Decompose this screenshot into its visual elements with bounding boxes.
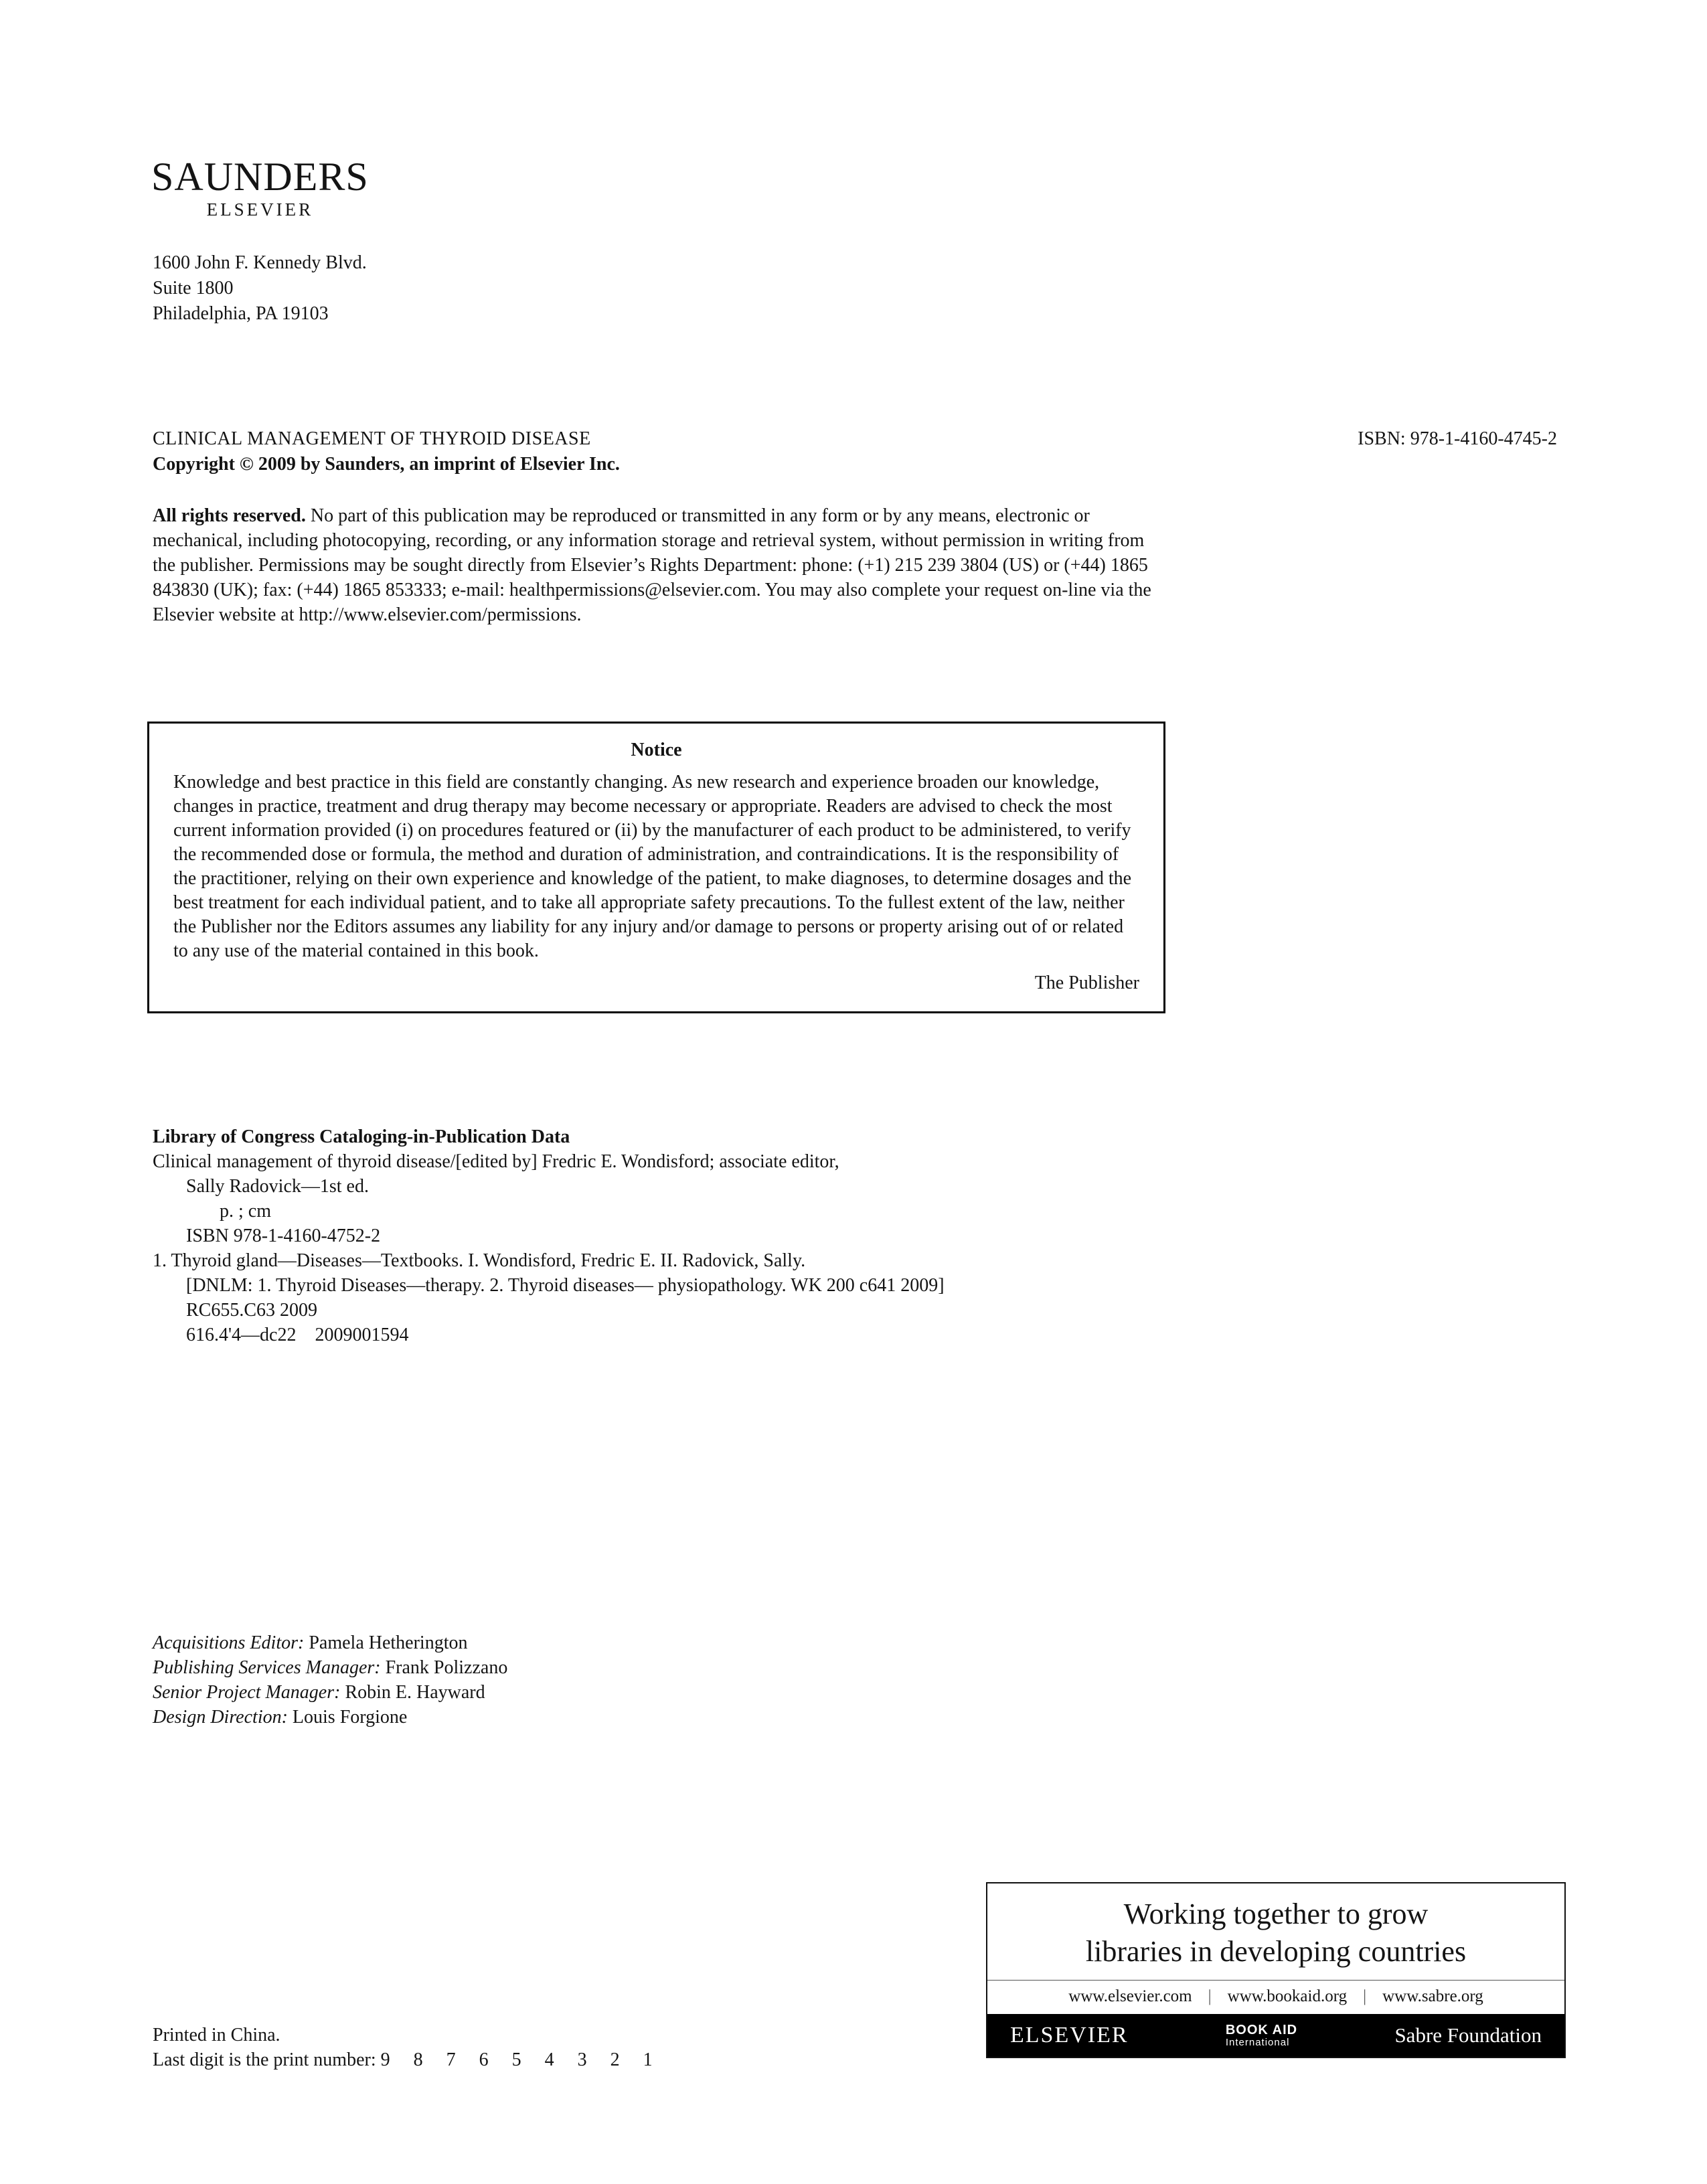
bookaid-bottom-line: International xyxy=(1225,2036,1290,2048)
banner-taglines xyxy=(987,1883,1564,1980)
publisher-address xyxy=(153,250,367,327)
site-elsevier: www.elsevier.com xyxy=(1068,1987,1192,2005)
book-title: CLINICAL MANAGEMENT OF THYROID DISEASE xyxy=(153,428,591,449)
loc-line: 616.4'4—dc22 2009001594 xyxy=(186,1325,409,1345)
rights-paragraph xyxy=(153,503,1160,627)
elsevier-imprint-label: ELSEVIER xyxy=(206,199,314,220)
notice-body: Knowledge and best practice in this field are constantly changing. As new research and experience broaden our knowledge, changes in practice, treatment and drug therapy may become necessary or appropriate. Readers are advised to check the most current information provided (i) on procedures featured or (ii) by the manufacturer of each product to be administered, to verify the recommended dose or formula, the method and duration of administration, and contraindications. It is the responsibility of the practitioner, relying on their own experience and knowledge of the patient, to make diagnoses, to determine dosages and the best treatment for each individual patient, and to take all appropriate safety precautions. To the fullest extent of the law, neither the Publisher nor the Editors assumes any liability for any injury and/or damage to persons or property arising out of or related to any use of the material contained in this book. xyxy=(173,772,1132,961)
credit-value: Pamela Hetherington xyxy=(304,1632,468,1653)
loc-line: 1. Thyroid gland—Diseases—Textbooks. I. Wondisford, Fredric E. II. Radovick, Sally. xyxy=(153,1250,806,1271)
credit-value: Frank Polizzano xyxy=(380,1657,508,1678)
print-info xyxy=(153,2023,653,2072)
credit-line xyxy=(153,1655,507,1680)
bookaid-wordmark xyxy=(1226,2023,1297,2048)
address-line-3: Philadelphia, PA 19103 xyxy=(153,303,329,324)
credit-value: Robin E. Hayward xyxy=(340,1682,485,1703)
banner-tagline-2: libraries in developing countries xyxy=(1085,1935,1467,1968)
print-number-digits: 9 8 7 6 5 4 3 2 1 xyxy=(380,2049,653,2070)
title-row xyxy=(153,428,1557,450)
print-number-label: Last digit is the print number: xyxy=(153,2049,381,2070)
banner-tagline-1: Working together to grow xyxy=(1123,1898,1429,1930)
credit-label: Publishing Services Manager: xyxy=(153,1657,381,1678)
site-sabre: www.sabre.org xyxy=(1382,1987,1483,2005)
loc-cataloging-block xyxy=(153,1124,945,1347)
bookaid-top-line: BOOK AID xyxy=(1225,2022,1298,2037)
print-number-line xyxy=(153,2047,653,2072)
credit-label: Acquisitions Editor: xyxy=(153,1632,305,1653)
publisher-logo xyxy=(151,157,369,220)
notice-box xyxy=(147,722,1165,1013)
sabre-foundation-wordmark: Sabre Foundation xyxy=(1394,2023,1542,2047)
isbn-number: ISBN: 978-1-4160-4745-2 xyxy=(1358,428,1557,449)
rights-lead: All rights reserved. xyxy=(153,505,306,526)
separator: | xyxy=(1208,1987,1212,2005)
loc-line: RC655.C63 2009 xyxy=(186,1300,318,1321)
site-bookaid: www.bookaid.org xyxy=(1227,1987,1348,2005)
loc-line: Clinical management of thyroid disease/[edited by] Fredric E. Wondisford; associate editor, xyxy=(153,1151,839,1172)
printed-in-line: Printed in China. xyxy=(153,2025,280,2045)
address-line-2: Suite 1800 xyxy=(153,278,234,299)
credit-label: Design Direction: xyxy=(153,1707,288,1728)
staff-credits xyxy=(153,1630,507,1730)
loc-line: ISBN 978-1-4160-4752-2 xyxy=(186,1226,381,1246)
book-aid-banner xyxy=(986,1882,1566,2058)
notice-signature: The Publisher xyxy=(1034,973,1139,993)
loc-heading: Library of Congress Cataloging-in-Publication Data xyxy=(153,1126,570,1147)
credit-value: Louis Forgione xyxy=(287,1707,408,1728)
rights-body: No part of this publication may be reproduced or transmitted in any form or by any means, electronic or mechanical, including photocopying, recording, or any information storage and retrieval system, without permission in writing from the publisher. Permissions may be sought directly from Elsevier’s Rights Department: phone: (+1) 215 239 3804 (US) or (+44) 1865 843830 (UK); fax: (+44) 1865 853333; e-mail: healthpermissions@elsevier.com. You may also complete your request on-line via the Elsevier website at http://www.elsevier.com/permissions. xyxy=(153,505,1151,625)
credit-line xyxy=(153,1630,507,1655)
saunders-wordmark: SAUNDERS xyxy=(151,155,369,199)
address-line-1: 1600 John F. Kennedy Blvd. xyxy=(153,252,367,273)
copyright-line: Copyright © 2009 by Saunders, an imprint of Elsevier Inc. xyxy=(153,454,620,475)
elsevier-wordmark: ELSEVIER xyxy=(1010,2023,1129,2047)
loc-line: p. ; cm xyxy=(220,1201,271,1222)
separator: | xyxy=(1363,1987,1367,2005)
loc-line: Sally Radovick—1st ed. xyxy=(186,1176,369,1197)
banner-logo-bar xyxy=(987,2014,1564,2057)
credit-line xyxy=(153,1705,507,1730)
loc-line: [DNLM: 1. Thyroid Diseases—therapy. 2. Thyroid diseases— physiopathology. WK 200 c641 2009] xyxy=(186,1275,945,1296)
credit-line xyxy=(153,1680,507,1705)
credit-label: Senior Project Manager: xyxy=(153,1682,341,1703)
notice-heading: Notice xyxy=(631,740,682,760)
banner-websites xyxy=(987,1980,1564,2014)
